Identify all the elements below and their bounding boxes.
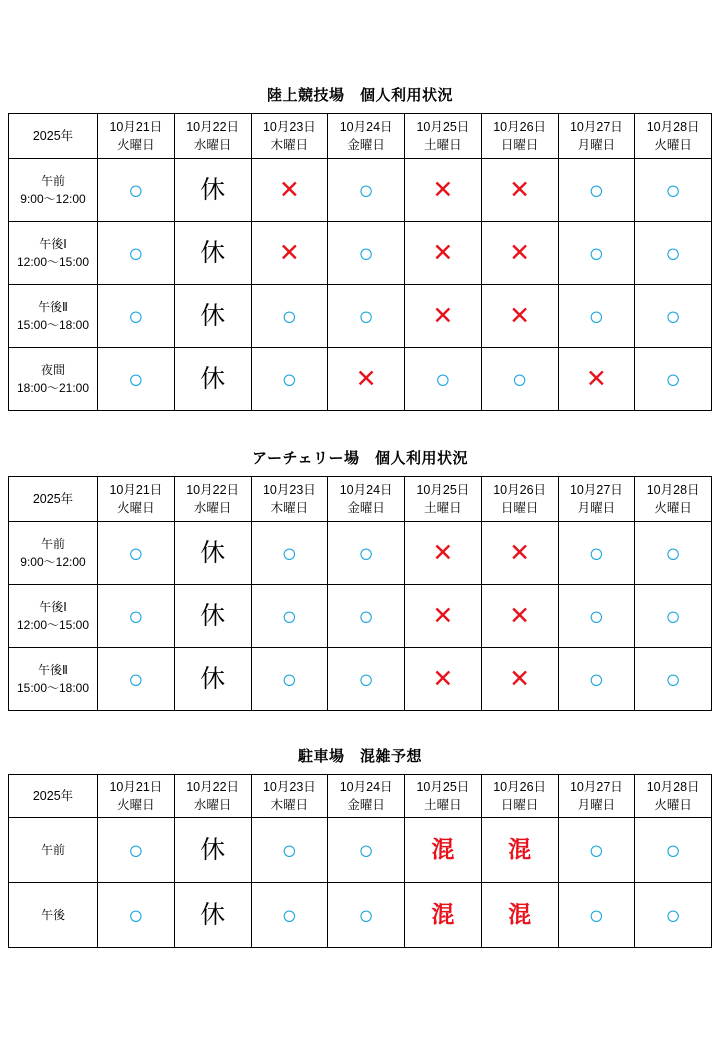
closed-icon: 休 — [200, 835, 226, 864]
availability-cell — [481, 883, 558, 948]
time-slot-range: 9:00〜12:00 — [20, 555, 86, 569]
availability-cell — [328, 883, 405, 948]
availability-cell — [558, 818, 635, 883]
available-icon: ○ — [588, 300, 605, 331]
day-date: 10月22日 — [186, 482, 240, 497]
availability-cell — [405, 285, 482, 348]
day-weekday: 火曜日 — [117, 501, 155, 515]
table-header-row — [9, 477, 712, 522]
availability-cell — [481, 818, 558, 883]
day-weekday: 水曜日 — [193, 501, 232, 515]
crowded-icon: 混 — [508, 836, 532, 862]
availability-cell — [251, 222, 328, 285]
availability-cell — [635, 883, 712, 948]
availability-cell — [481, 648, 558, 711]
day-weekday: 火曜日 — [117, 138, 155, 152]
availability-cell — [481, 285, 558, 348]
available-icon: ○ — [358, 300, 374, 331]
schedule-table — [8, 113, 712, 411]
day-weekday: 火曜日 — [654, 501, 692, 515]
unavailable-icon: ✕ — [432, 601, 454, 630]
availability-cell — [174, 159, 251, 222]
table-row — [9, 348, 712, 411]
day-date: 10月26日 — [493, 119, 547, 134]
time-slot-name: 午後Ⅰ — [39, 237, 67, 251]
day-date: 10月22日 — [186, 779, 240, 794]
day-weekday: 水曜日 — [193, 138, 232, 152]
time-slot-label — [9, 883, 98, 948]
availability-cell — [405, 159, 482, 222]
available-icon: ○ — [665, 300, 681, 331]
day-date: 10月24日 — [339, 119, 393, 134]
time-slot-name: 午後Ⅱ — [38, 300, 68, 314]
availability-cell — [174, 285, 251, 348]
closed-icon: 休 — [200, 301, 226, 330]
availability-cell — [481, 222, 558, 285]
day-date: 10月27日 — [569, 779, 623, 794]
availability-cell — [405, 883, 482, 948]
day-weekday: 水曜日 — [193, 798, 232, 812]
availability-cell — [98, 522, 175, 585]
available-icon: ○ — [665, 537, 681, 568]
time-slot-range: 15:00〜18:00 — [16, 318, 90, 332]
day-weekday: 日曜日 — [500, 501, 539, 515]
time-slot-label — [9, 648, 98, 711]
available-icon: ○ — [358, 600, 374, 631]
availability-cell — [635, 648, 712, 711]
availability-cell — [635, 818, 712, 883]
available-icon: ○ — [358, 174, 374, 205]
closed-icon: 休 — [200, 175, 226, 204]
day-weekday: 木曜日 — [270, 798, 309, 812]
day-header — [481, 775, 558, 818]
day-header — [405, 775, 482, 818]
availability-cell — [635, 159, 712, 222]
availability-cell — [251, 522, 328, 585]
availability-cell — [635, 348, 712, 411]
availability-cell — [328, 285, 405, 348]
available-icon: ○ — [665, 834, 681, 865]
closed-icon: 休 — [200, 601, 226, 630]
availability-cell — [174, 818, 251, 883]
availability-cell — [174, 222, 251, 285]
day-weekday: 日曜日 — [500, 798, 539, 812]
time-slot-label — [9, 348, 98, 411]
day-date: 10月23日 — [262, 482, 316, 497]
closed-icon: 休 — [200, 538, 226, 567]
time-slot-label — [9, 522, 98, 585]
time-slot-label — [9, 585, 98, 648]
day-date: 10月28日 — [646, 119, 700, 134]
schedule-section — [8, 447, 712, 711]
day-weekday: 日曜日 — [500, 138, 539, 152]
day-header — [635, 114, 712, 159]
table-row — [9, 883, 712, 948]
table-row — [9, 818, 712, 883]
available-icon: ○ — [358, 237, 374, 268]
available-icon: ○ — [358, 537, 374, 568]
unavailable-icon: ✕ — [509, 301, 531, 330]
available-icon: ○ — [128, 663, 144, 694]
availability-cell — [328, 159, 405, 222]
unavailable-icon: ✕ — [432, 301, 454, 330]
closed-icon: 休 — [200, 900, 226, 929]
day-weekday: 土曜日 — [424, 138, 462, 152]
time-slot-range: 18:00〜21:00 — [16, 381, 90, 395]
day-header — [98, 114, 175, 159]
day-date: 10月21日 — [109, 779, 163, 794]
day-weekday: 月曜日 — [577, 138, 616, 152]
day-date: 10月24日 — [339, 482, 393, 497]
day-header — [558, 114, 635, 159]
year-label: 2025年 — [9, 114, 98, 159]
availability-cell — [174, 883, 251, 948]
day-date: 10月27日 — [569, 482, 623, 497]
time-slot-range: 12:00〜15:00 — [16, 618, 90, 632]
available-icon: ○ — [588, 537, 605, 568]
availability-cell — [174, 522, 251, 585]
available-icon: ○ — [588, 834, 605, 865]
available-icon: ○ — [588, 237, 605, 268]
closed-icon: 休 — [200, 664, 226, 693]
availability-cell — [251, 883, 328, 948]
day-header — [174, 775, 251, 818]
day-date: 10月21日 — [109, 119, 163, 134]
day-header — [558, 477, 635, 522]
availability-cell — [251, 348, 328, 411]
day-date: 10月25日 — [416, 482, 470, 497]
availability-cell — [558, 648, 635, 711]
available-icon: ○ — [358, 834, 374, 865]
table-header-row — [9, 775, 712, 818]
available-icon: ○ — [665, 174, 681, 205]
availability-cell — [98, 222, 175, 285]
table-row — [9, 222, 712, 285]
unavailable-icon: ✕ — [278, 238, 300, 267]
availability-cell — [98, 285, 175, 348]
availability-cell — [558, 883, 635, 948]
availability-cell — [405, 522, 482, 585]
available-icon: ○ — [128, 174, 144, 205]
unavailable-icon: ✕ — [432, 538, 454, 567]
availability-cell — [558, 348, 635, 411]
available-icon: ○ — [588, 600, 605, 631]
day-header — [251, 477, 328, 522]
availability-cell — [98, 348, 175, 411]
time-slot-range: 9:00〜12:00 — [20, 192, 86, 206]
unavailable-icon: ✕ — [585, 364, 607, 393]
availability-cell — [405, 585, 482, 648]
time-slot-name: 午前 — [40, 843, 65, 857]
unavailable-icon: ✕ — [432, 175, 454, 204]
availability-cell — [635, 222, 712, 285]
time-slot-name: 午前 — [40, 174, 65, 188]
time-slot-name: 午前 — [40, 537, 65, 551]
availability-cell — [98, 818, 175, 883]
day-weekday: 金曜日 — [347, 798, 385, 812]
available-icon: ○ — [588, 174, 605, 205]
closed-icon: 休 — [200, 238, 226, 267]
day-header — [635, 477, 712, 522]
availability-cell — [481, 522, 558, 585]
available-icon: ○ — [665, 363, 681, 394]
closed-icon: 休 — [200, 364, 226, 393]
table-row — [9, 522, 712, 585]
section-title: 駐車場 混雑予想 — [297, 748, 422, 765]
available-icon: ○ — [511, 363, 528, 394]
availability-cell — [328, 585, 405, 648]
availability-cell — [481, 348, 558, 411]
day-weekday: 金曜日 — [347, 138, 385, 152]
availability-cell — [328, 522, 405, 585]
available-icon: ○ — [281, 899, 298, 930]
unavailable-icon: ✕ — [432, 664, 454, 693]
time-slot-name: 夜間 — [40, 363, 65, 377]
section-title: 陸上競技場 個人利用状況 — [266, 87, 453, 104]
availability-cell — [251, 648, 328, 711]
day-header — [405, 114, 482, 159]
schedule-section — [8, 745, 712, 948]
available-icon: ○ — [665, 899, 681, 930]
available-icon: ○ — [128, 834, 144, 865]
time-slot-name: 午後Ⅰ — [39, 600, 67, 614]
availability-cell — [558, 522, 635, 585]
table-row — [9, 285, 712, 348]
crowded-icon: 混 — [431, 901, 455, 927]
unavailable-icon: ✕ — [278, 175, 300, 204]
day-header — [328, 114, 405, 159]
available-icon: ○ — [128, 300, 144, 331]
availability-cell — [251, 285, 328, 348]
day-date: 10月24日 — [339, 779, 393, 794]
table-row — [9, 585, 712, 648]
availability-cell — [558, 159, 635, 222]
availability-cell — [405, 648, 482, 711]
day-weekday: 月曜日 — [577, 501, 616, 515]
day-header — [251, 775, 328, 818]
day-header — [251, 114, 328, 159]
day-date: 10月25日 — [416, 779, 470, 794]
time-slot-label — [9, 159, 98, 222]
available-icon: ○ — [665, 237, 681, 268]
table-header-row — [9, 114, 712, 159]
day-header — [405, 477, 482, 522]
available-icon: ○ — [281, 663, 298, 694]
available-icon: ○ — [588, 899, 605, 930]
year-label: 2025年 — [9, 477, 98, 522]
availability-cell — [481, 585, 558, 648]
availability-cell — [405, 818, 482, 883]
unavailable-icon: ✕ — [509, 238, 531, 267]
time-slot-range: 12:00〜15:00 — [16, 255, 90, 269]
day-date: 10月23日 — [262, 779, 316, 794]
available-icon: ○ — [281, 537, 298, 568]
day-header — [98, 477, 175, 522]
availability-cell — [251, 585, 328, 648]
unavailable-icon: ✕ — [355, 364, 377, 393]
availability-cell — [328, 222, 405, 285]
day-header — [174, 477, 251, 522]
available-icon: ○ — [281, 300, 298, 331]
day-header — [481, 477, 558, 522]
availability-cell — [558, 285, 635, 348]
day-weekday: 土曜日 — [424, 798, 462, 812]
day-date: 10月21日 — [109, 482, 163, 497]
available-icon: ○ — [588, 663, 605, 694]
availability-cell — [174, 648, 251, 711]
day-header — [328, 477, 405, 522]
day-weekday: 土曜日 — [424, 501, 462, 515]
availability-cell — [174, 348, 251, 411]
day-date: 10月28日 — [646, 779, 700, 794]
availability-cell — [635, 585, 712, 648]
available-icon: ○ — [128, 363, 144, 394]
day-header — [558, 775, 635, 818]
unavailable-icon: ✕ — [432, 238, 454, 267]
day-weekday: 火曜日 — [654, 798, 692, 812]
availability-cell — [558, 585, 635, 648]
day-date: 10月26日 — [493, 482, 547, 497]
available-icon: ○ — [358, 663, 374, 694]
availability-cell — [98, 159, 175, 222]
day-header — [481, 114, 558, 159]
day-date: 10月25日 — [416, 119, 470, 134]
day-header — [328, 775, 405, 818]
time-slot-name: 午後Ⅱ — [38, 663, 68, 677]
available-icon: ○ — [665, 600, 681, 631]
available-icon: ○ — [128, 537, 144, 568]
unavailable-icon: ✕ — [509, 538, 531, 567]
day-header — [98, 775, 175, 818]
section-title: アーチェリー場 個人利用状況 — [251, 450, 469, 467]
unavailable-icon: ✕ — [509, 664, 531, 693]
availability-cell — [558, 222, 635, 285]
day-header — [635, 775, 712, 818]
available-icon: ○ — [128, 237, 144, 268]
availability-cell — [635, 522, 712, 585]
time-slot-label — [9, 818, 98, 883]
availability-cell — [405, 348, 482, 411]
available-icon: ○ — [128, 600, 144, 631]
table-row — [9, 159, 712, 222]
day-weekday: 火曜日 — [117, 798, 155, 812]
availability-cell — [328, 348, 405, 411]
day-weekday: 木曜日 — [270, 501, 309, 515]
table-row — [9, 648, 712, 711]
time-slot-range: 15:00〜18:00 — [16, 681, 90, 695]
day-date: 10月22日 — [186, 119, 240, 134]
unavailable-icon: ✕ — [509, 601, 531, 630]
availability-cell — [635, 285, 712, 348]
schedule-table — [8, 476, 712, 711]
schedule-table — [8, 774, 712, 948]
crowded-icon: 混 — [508, 901, 532, 927]
availability-cell — [174, 585, 251, 648]
availability-cell — [98, 648, 175, 711]
schedule-section — [8, 84, 712, 411]
time-slot-label — [9, 222, 98, 285]
available-icon: ○ — [435, 363, 451, 394]
crowded-icon: 混 — [431, 836, 455, 862]
day-header — [174, 114, 251, 159]
availability-cell — [328, 648, 405, 711]
availability-cell — [405, 222, 482, 285]
day-date: 10月26日 — [493, 779, 547, 794]
availability-cell — [251, 159, 328, 222]
time-slot-name: 午後 — [40, 908, 65, 922]
availability-cell — [98, 883, 175, 948]
available-icon: ○ — [281, 363, 298, 394]
available-icon: ○ — [665, 663, 681, 694]
available-icon: ○ — [281, 600, 298, 631]
day-weekday: 金曜日 — [347, 501, 385, 515]
available-icon: ○ — [128, 899, 144, 930]
availability-cell — [328, 818, 405, 883]
availability-cell — [98, 585, 175, 648]
day-weekday: 月曜日 — [577, 798, 616, 812]
available-icon: ○ — [281, 834, 298, 865]
unavailable-icon: ✕ — [509, 175, 531, 204]
day-date: 10月23日 — [262, 119, 316, 134]
availability-cell — [481, 159, 558, 222]
time-slot-label — [9, 285, 98, 348]
available-icon: ○ — [358, 899, 374, 930]
day-date: 10月27日 — [569, 119, 623, 134]
availability-cell — [251, 818, 328, 883]
day-weekday: 木曜日 — [270, 138, 309, 152]
day-date: 10月28日 — [646, 482, 700, 497]
day-weekday: 火曜日 — [654, 138, 692, 152]
year-label: 2025年 — [9, 775, 98, 818]
